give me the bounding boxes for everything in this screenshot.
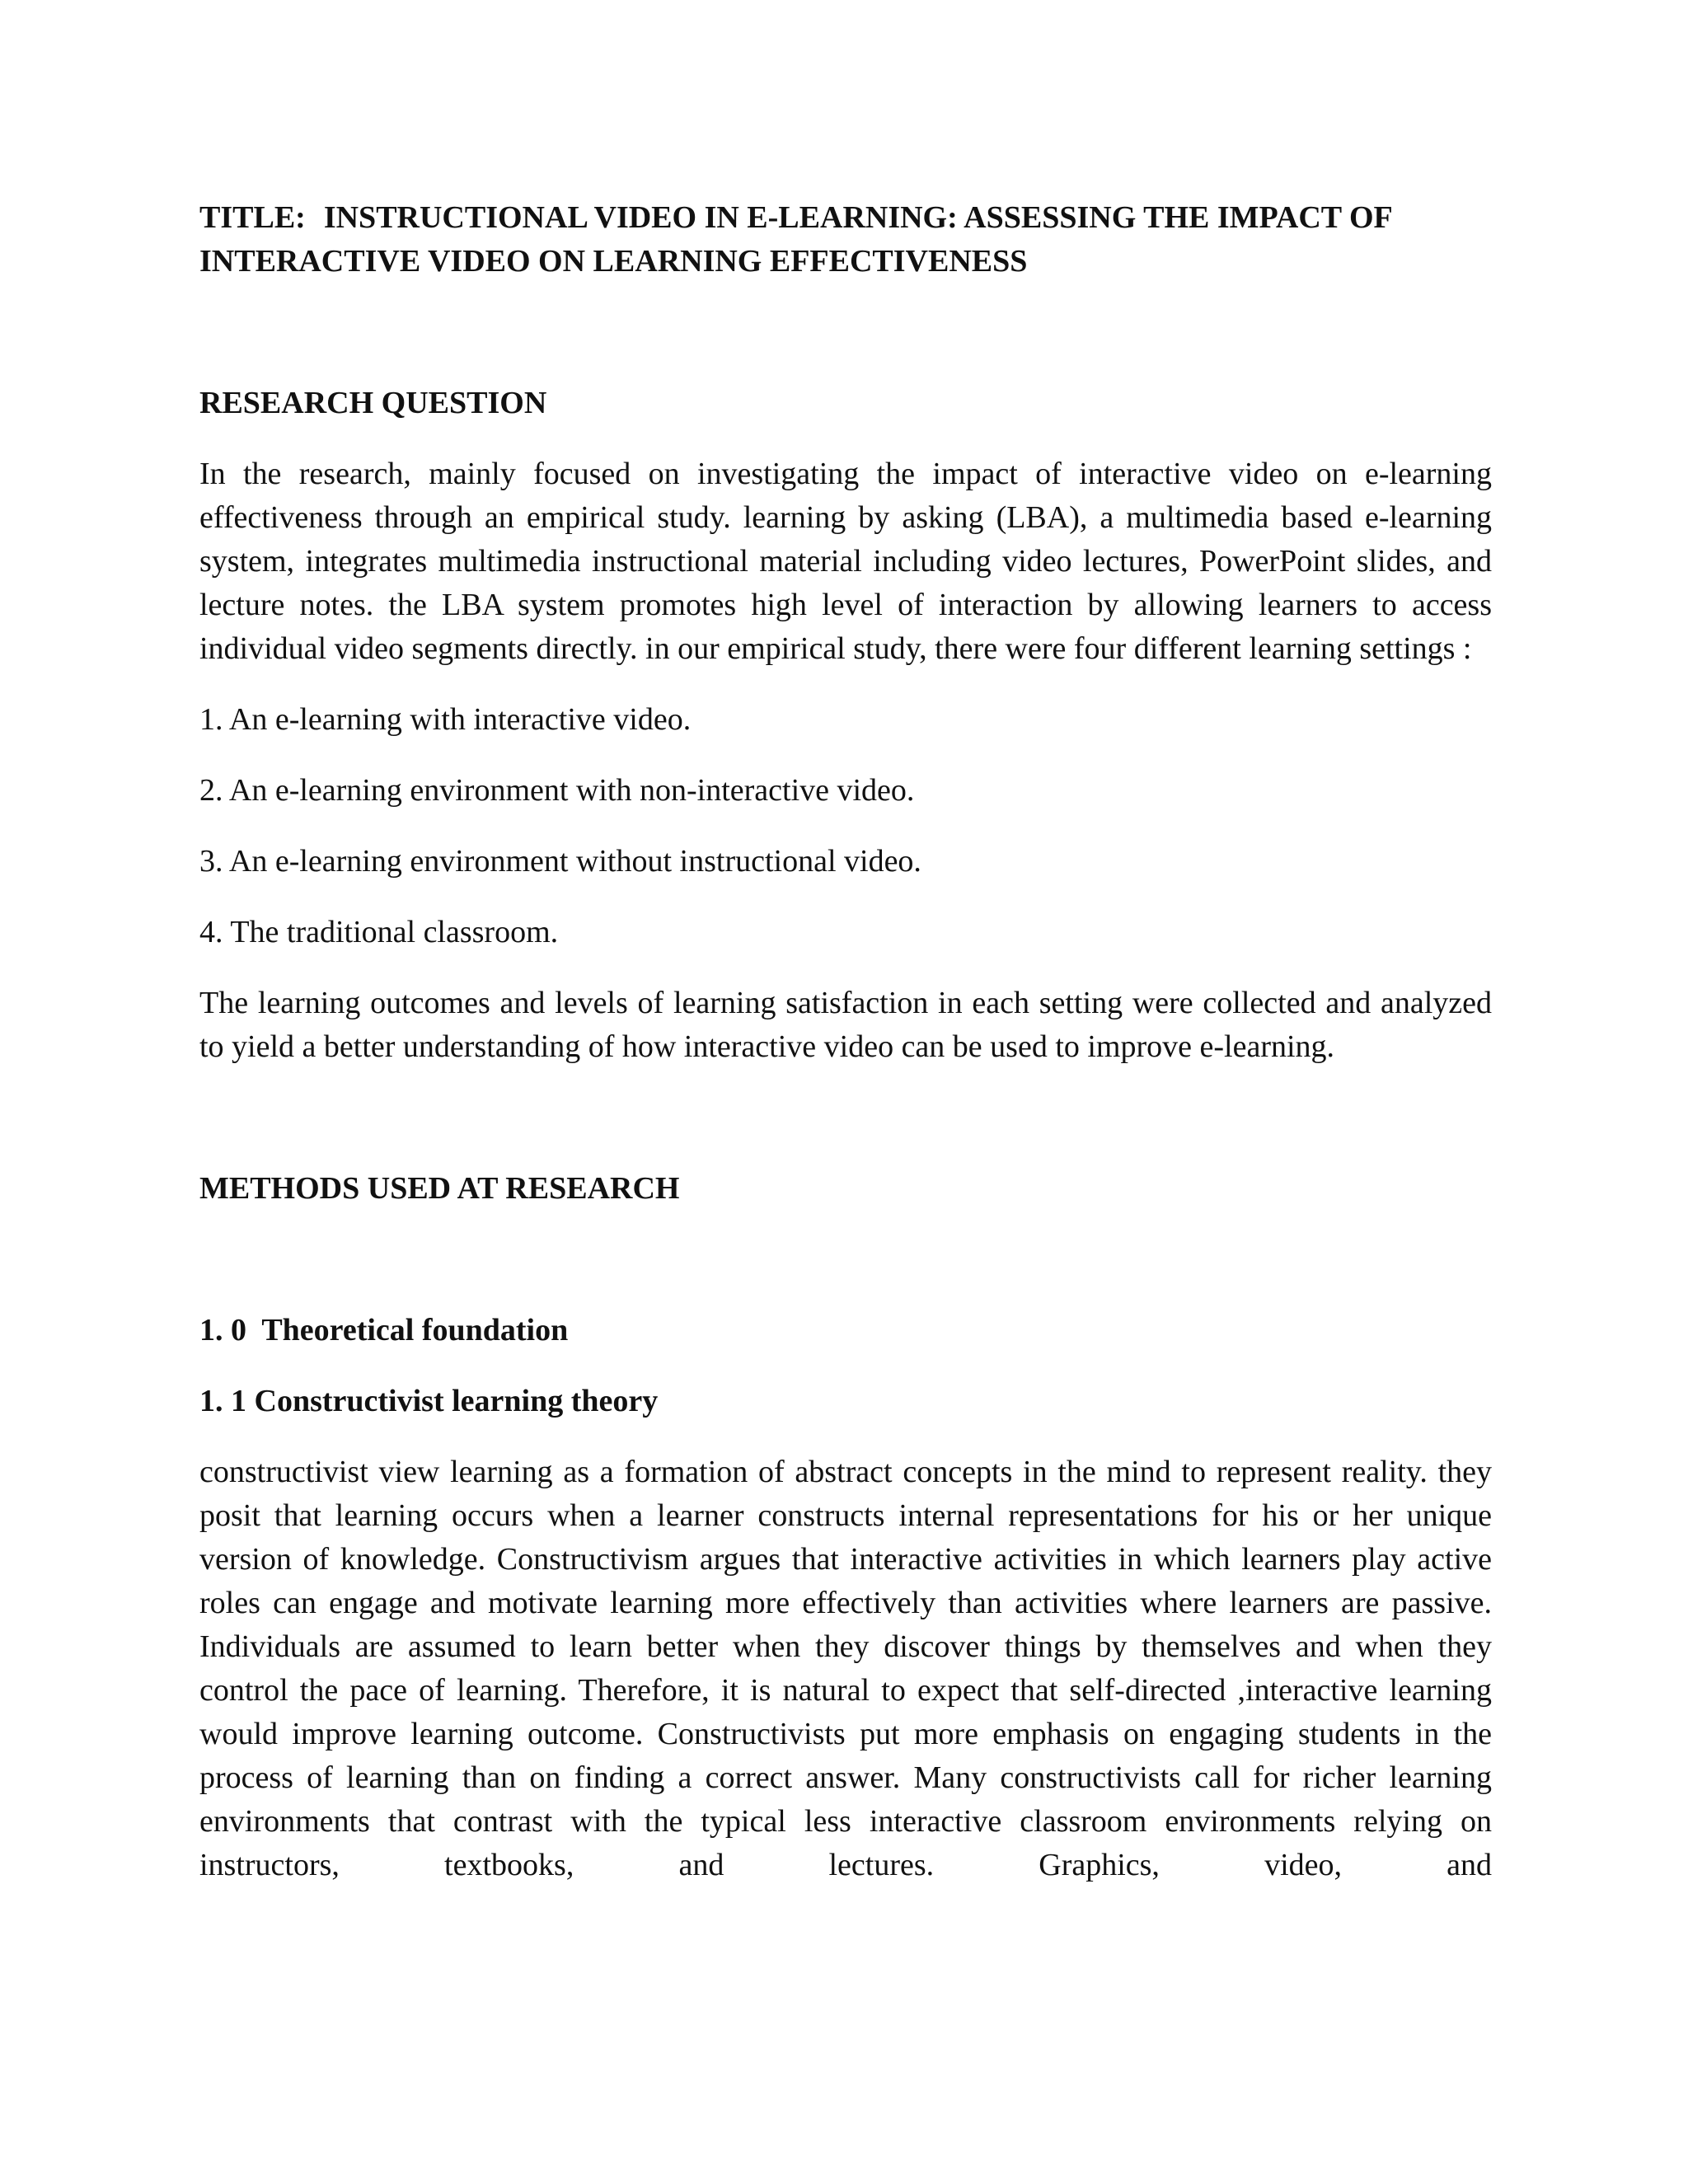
research-question-heading: RESEARCH QUESTION — [199, 386, 547, 420]
document-page — [199, 196, 1492, 1887]
list-item: 1. An e-learning with interactive video. — [199, 702, 692, 737]
theoretical-foundation-heading: 1. 0 Theoretical foundation — [199, 1313, 569, 1347]
document-title — [199, 196, 1492, 284]
constructivist-paragraph: constructivist view learning as a formation of abstract concepts in the mind to represent reality. they posit that learning occurs when a learner constructs internal representations for his or her unique version of knowledge. Constructivism argues that interactive activities in which learners play active roles can engage and motivate learning more effectively than activities where learners are passive. Individuals are assumed to learn better when they discover things by themselves and when they control the pace of learning. Therefore, it is natural to expect that self-directed ,interactive learning would improve learning outcome. Constructivists put more emphasis on engaging students in the process of learning than on finding a correct answer. Many constructivists call for richer learning environments that contrast with the typical less interactive classroom environments relying on instructors, textbooks, and lectures. Graphics, video, and — [199, 1455, 1492, 1882]
methods-heading: METHODS USED AT RESEARCH — [199, 1171, 680, 1206]
title-label: TITLE: — [199, 200, 306, 235]
list-item: 4. The traditional classroom. — [199, 915, 559, 949]
list-item: 2. An e-learning environment with non-interactive video. — [199, 773, 915, 808]
list-item: 3. An e-learning environment without instructional video. — [199, 844, 921, 879]
research-question-paragraph: In the research, mainly focused on investigating the impact of interactive video on e-learning effectiveness through an empirical study. learning by asking (LBA), a multimedia based e-learning system, integrates multimedia instructional material including video lectures, PowerPoint slides, and lecture notes. the LBA system promotes high level of interaction by allowing learners to access individual video segments directly. in our empirical study, there were four different learning settings : — [199, 457, 1492, 666]
constructivist-theory-heading: 1. 1 Constructivist learning theory — [199, 1384, 659, 1418]
research-question-closing: The learning outcomes and levels of learning satisfaction in each setting were collected and analyzed to yield a better understanding of how interactive video can be used to improve e-learning. — [199, 986, 1492, 1064]
title-text: INSTRUCTIONAL VIDEO IN E-LEARNING: ASSESSING THE IMPACT OF INTERACTIVE VIDEO ON LEARNING EFFECTIVENESS — [199, 200, 1392, 279]
